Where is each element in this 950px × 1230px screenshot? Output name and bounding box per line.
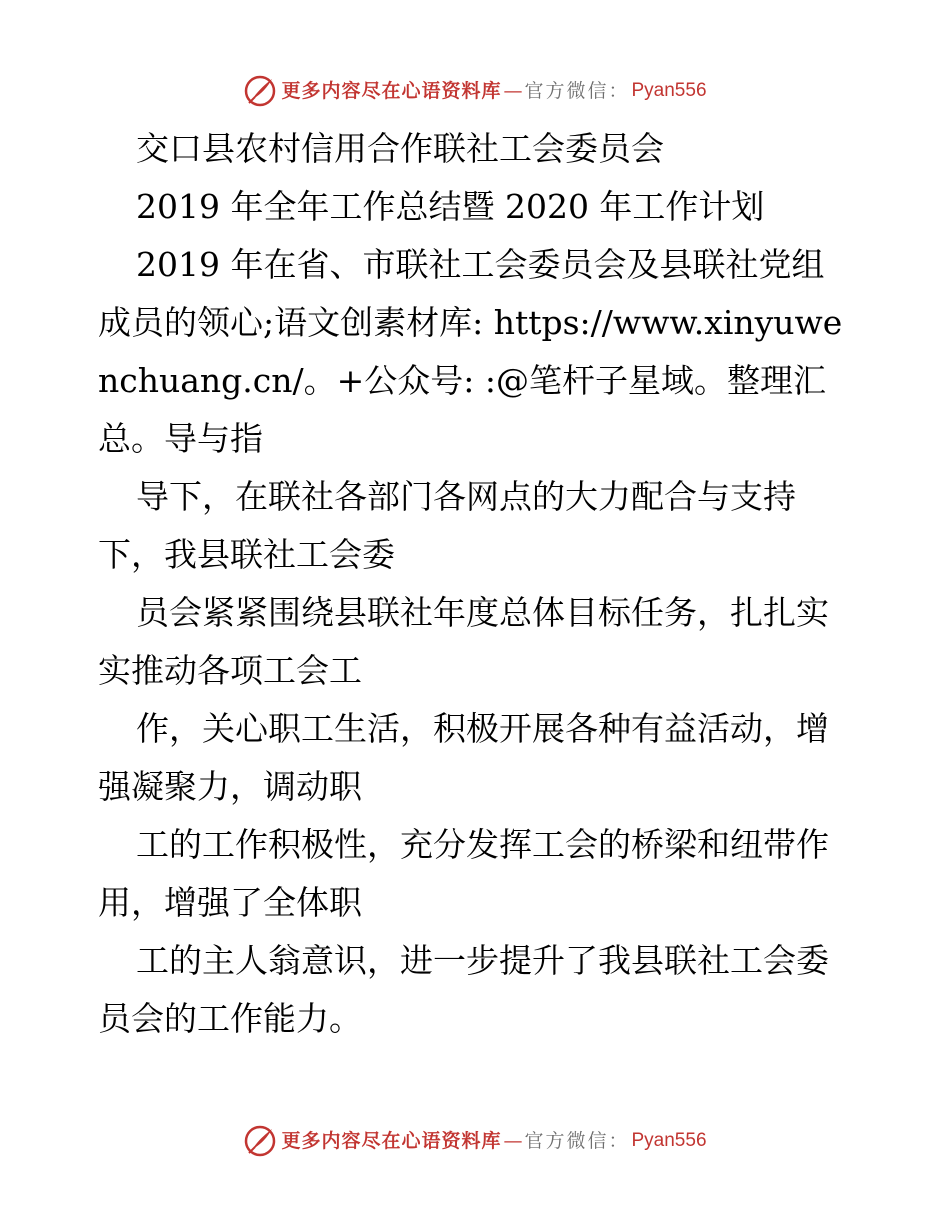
banner-wechat-label: 官方微信：	[524, 1130, 630, 1152]
banner-wechat-id: Pyan556	[631, 1130, 707, 1151]
header-banner	[0, 74, 950, 108]
paragraph-3-line-1: 导下，在联社各部门各网点的大力配合与支持	[136, 477, 796, 516]
banner-dash: —	[503, 80, 523, 102]
paragraph-2: 成员的领心;语文创素材库: https://www.xinyuwenchuang.cn/。+公众号: :@笔杆子星域。整理汇总。导与指	[98, 303, 843, 458]
paragraph-4-line-1: 员会紧紧围绕县联社年度总体目标任务，扎扎实	[136, 593, 829, 632]
paragraph-7-line-2: 员会的工作能力。	[98, 999, 362, 1038]
banner-dash: —	[503, 1130, 523, 1152]
paragraph-1: 2019 年在省、市联社工会委员会及县联社党组	[136, 245, 825, 284]
feather-pen-logo-icon	[243, 74, 277, 108]
paragraph-4-line-2: 实推动各项工会工	[98, 651, 362, 690]
paragraph-6-line-2: 用，增强了全体职	[98, 883, 362, 922]
footer-banner	[0, 1124, 950, 1158]
paragraph-5-line-1: 作，关心职工生活，积极开展各种有益活动，增	[136, 709, 829, 748]
banner-wechat-label: 官方微信：	[524, 80, 630, 102]
banner-prefix-text: 更多内容尽在心语资料库	[281, 1130, 502, 1152]
document-body	[98, 120, 858, 1048]
feather-pen-logo-icon	[243, 1124, 277, 1158]
doc-title-line-1: 交口县农村信用合作联社工会委员会	[136, 129, 664, 168]
paragraph-3-line-2: 下，我县联社工会委	[98, 535, 395, 574]
banner-prefix-text: 更多内容尽在心语资料库	[281, 80, 502, 102]
paragraph-7-line-1: 工的主人翁意识，进一步提升了我县联社工会委	[136, 941, 829, 980]
paragraph-5-line-2: 强凝聚力，调动职	[98, 767, 362, 806]
banner-wechat-id: Pyan556	[631, 80, 707, 101]
doc-title-line-2: 2019 年全年工作总结暨 2020 年工作计划	[136, 187, 765, 226]
paragraph-6-line-1: 工的工作积极性，充分发挥工会的桥梁和纽带作	[136, 825, 829, 864]
